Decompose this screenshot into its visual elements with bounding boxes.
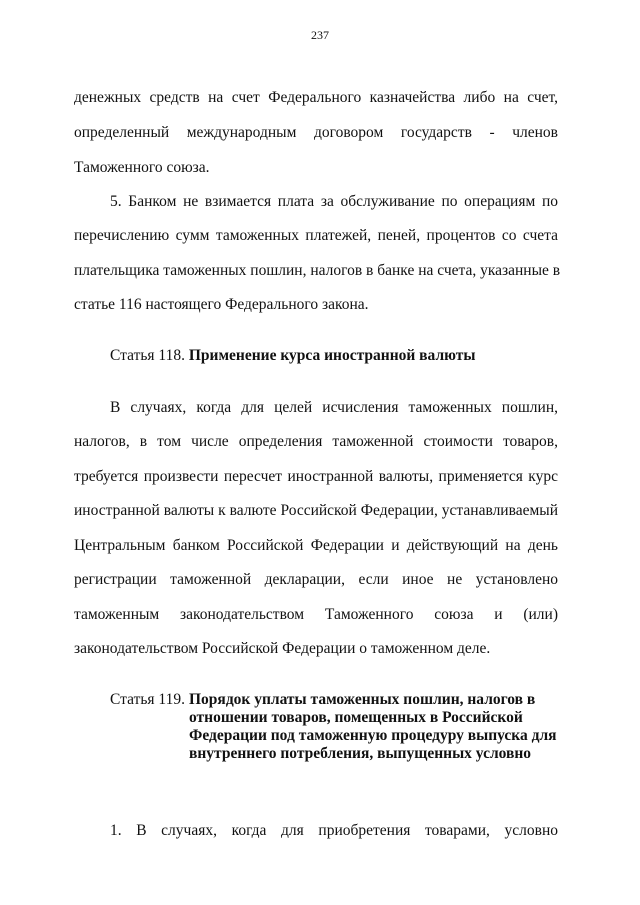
- paragraph-line: 1. В случаях, когда для приобретения товарами, условно: [110, 822, 558, 839]
- paragraph-line: требуется произвести пересчет иностранной валюты, применяется курс: [74, 468, 558, 485]
- paragraph-line: налогов, в том числе определения таможенной стоимости товаров,: [74, 433, 558, 450]
- paragraph-line: таможенным законодательством Таможенного союза и (или): [74, 606, 558, 623]
- article-119-title-line: Порядок уплаты таможенных пошлин, налогов в: [189, 691, 536, 708]
- paragraph-line: Таможенного союза.: [74, 159, 210, 176]
- paragraph-line: Центральным банком Российской Федерации и действующий на день: [74, 537, 558, 554]
- article-119-title-line: Федерации под таможенную процедуру выпуска для: [189, 727, 557, 744]
- paragraph-line: регистрации таможенной декларации, если иное не установлено: [74, 571, 558, 588]
- paragraph-line: перечислению сумм таможенных платежей, пеней, процентов со счета: [74, 227, 558, 244]
- article-119-title-line: внутреннего потребления, выпущенных условно: [189, 745, 532, 762]
- paragraph-line: 5. Банком не взимается плата за обслуживание по операциям по: [110, 193, 558, 210]
- paragraph-line: В случаях, когда для целей исчисления таможенных пошлин,: [110, 399, 558, 416]
- paragraph-line: плательщика таможенных пошлин, налогов в банке на счета, указанные в: [74, 262, 561, 279]
- article-118-title: Применение курса иностранной валюты: [188, 347, 476, 364]
- paragraph-line: законодательством Российской Федерации о таможенном деле.: [74, 640, 491, 657]
- article-118-heading: [110, 346, 476, 365]
- paragraph-line: денежных средств на счет Федерального казначейства либо на счет,: [74, 89, 558, 106]
- article-119-label: Статья 119.: [110, 691, 185, 708]
- article-118-label: Статья 118.: [110, 347, 185, 364]
- page-number: 237: [311, 28, 329, 42]
- article-119-title-line: отношении товаров, помещенных в Российской: [189, 709, 523, 726]
- paragraph-line: статье 116 настоящего Федерального закона.: [74, 296, 369, 313]
- paragraph-line: определенный международным договором государств - членов: [74, 124, 558, 141]
- paragraph-line: иностранной валюты к валюте Российской Федерации, устанавливаемый: [74, 502, 558, 519]
